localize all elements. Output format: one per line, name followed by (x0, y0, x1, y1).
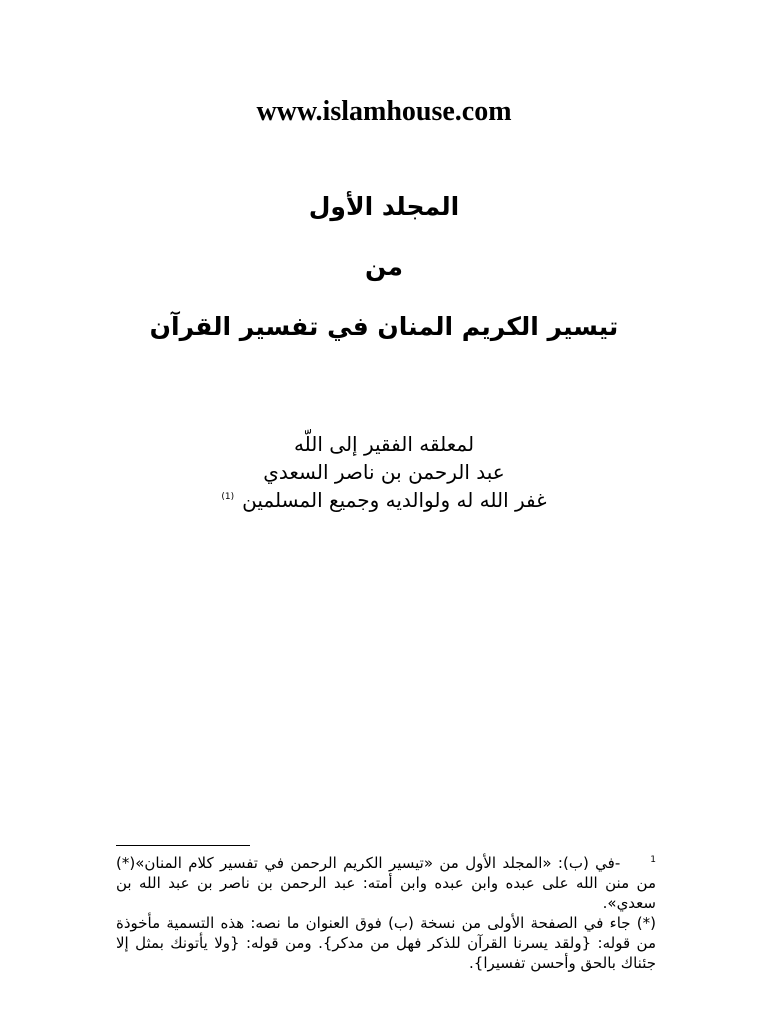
book-title: تيسير الكريم المنان في تفسير القرآن (149, 312, 619, 341)
author-prayer (0, 488, 768, 512)
author-prayer-text: غفر الله له ولوالديه وجميع المسلمين (242, 488, 547, 512)
footnote-separator (116, 845, 250, 846)
footnote-number: 1 (650, 855, 656, 865)
author-name: عبد الرحمن بن ناصر السعدي (263, 460, 505, 484)
footnote-paragraph-2: (*) جاء في الصفحة الأولى من نسخة (ب) فوق العنوان ما نصه: هذه التسمية مأخوذة من قوله: {ولقد يسرنا القرآن للذكر فهل من مدكر}. ومن قوله: {ولا يأتونك بمثل إلا جئناك بالحق وأحسن تفسيرا}. (116, 914, 656, 972)
footnote-paragraph-1 (116, 850, 656, 913)
website-header: www.islamhouse.com (256, 96, 512, 127)
title-connector: من (365, 252, 403, 281)
footnote-reference: (1) (221, 492, 235, 503)
volume-title: المجلد الأول (308, 192, 460, 221)
author-intro: لمعلقه الفقير إلى اللّه (293, 432, 475, 456)
footnote-text-1: -في (ب): «المجلد الأول من «تيسير الكريم الرحمن في تفسير كلام المنان»(*) من منن الله على عبده وابن عبده وابن أمته: عبد الرحمن بن ناصر بن عبد الله بن سعدي». (116, 854, 656, 912)
footnote-block (116, 850, 656, 973)
